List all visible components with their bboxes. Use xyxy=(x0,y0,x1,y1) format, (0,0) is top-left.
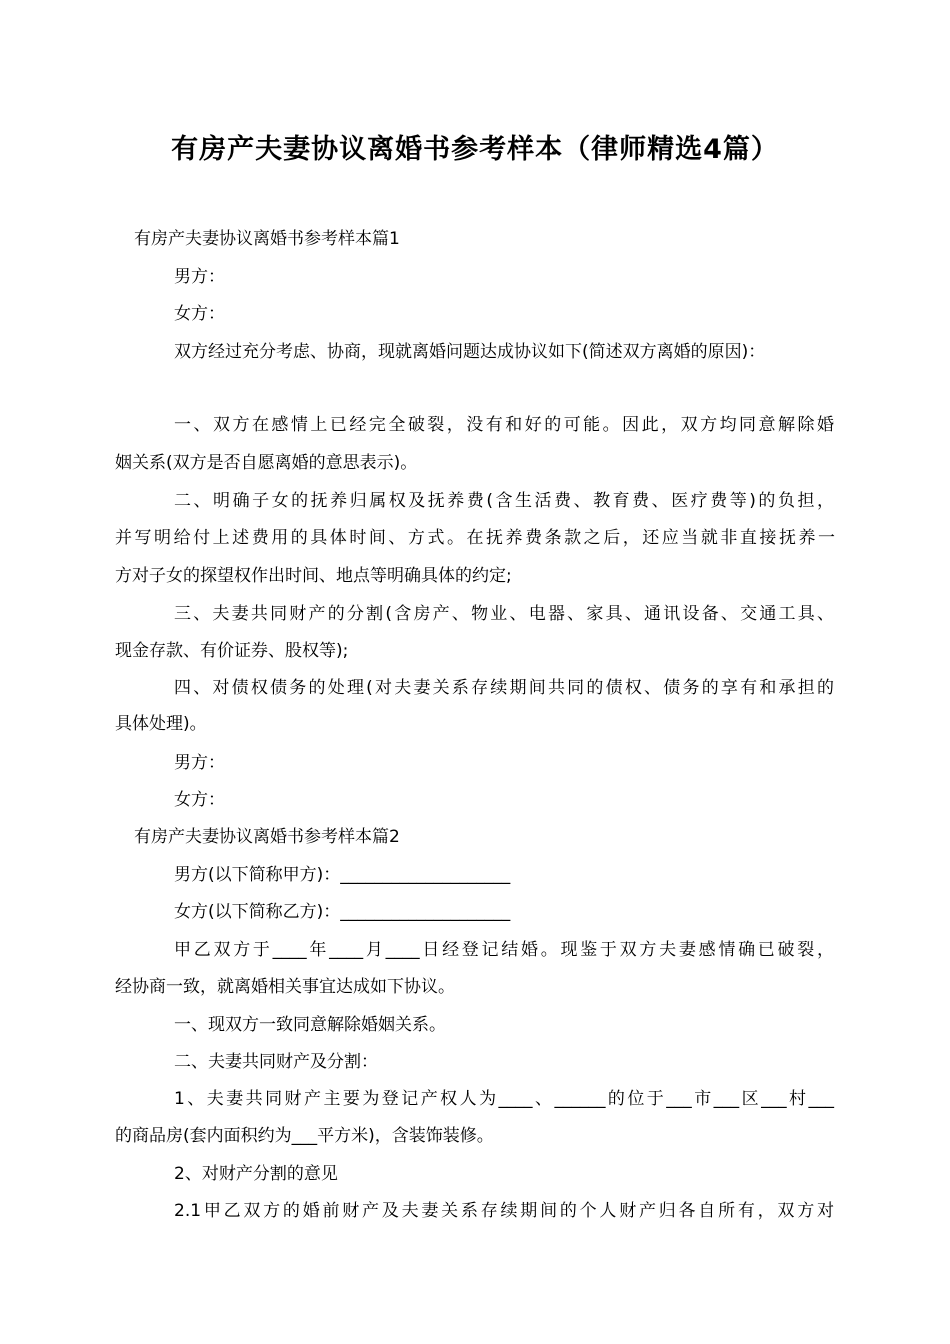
clause-2-line-3: 方对子女的探望权作出时间、地点等明确具体的约定; xyxy=(115,566,512,586)
agreement-clause-2-heading: 二、夫妻共同财产及分割： xyxy=(174,1052,378,1072)
party-a-line: 男方(以下简称甲方)：____________________ xyxy=(174,865,511,885)
clause-3-line-1: 三、夫妻共同财产的分割(含房产、物业、电器、家具、通讯设备、交通工具、 xyxy=(174,604,834,624)
clause-4-line-1: 四、对债权债务的处理(对夫妻关系存续期间共同的债权、债务的享有和承担的 xyxy=(174,678,834,698)
clause-1-line-1: 一、双方在感情上已经完全破裂，没有和好的可能。因此，双方均同意解除婚 xyxy=(174,415,834,435)
section-heading-2: 有房产夫妻协议离婚书参考样本篇2 xyxy=(134,827,400,847)
clause-2-line-1: 二、明确子女的抚养归属权及抚养费(含生活费、教育费、医疗费等)的负担， xyxy=(174,491,834,511)
property-item-2-heading: 2、对财产分割的意见 xyxy=(174,1164,338,1184)
property-item-2-1-line-1: 2.1甲乙双方的婚前财产及夫妻关系存续期间的个人财产归各自所有，双方对 xyxy=(174,1201,834,1221)
female-signature-label: 女方： xyxy=(174,790,225,810)
clause-1-line-2: 姻关系(双方是否自愿离婚的意思表示)。 xyxy=(115,453,418,473)
property-item-1-line-1: 1、夫妻共同财产主要为登记产权人为____、______的位于___市___区___村___ xyxy=(174,1089,834,1109)
intro-paragraph: 双方经过充分考虑、协商，现就离婚问题达成协议如下(简述双方离婚的原因)： xyxy=(174,342,766,362)
property-item-1-line-2: 的商品房(套内面积约为___平方米)，含装饰装修。 xyxy=(115,1126,494,1146)
clause-3-line-2: 现金存款、有价证券、股权等); xyxy=(115,641,349,661)
clause-4-line-2: 具体处理)。 xyxy=(115,714,207,734)
agreement-clause-1: 一、现双方一致同意解除婚姻关系。 xyxy=(174,1015,446,1035)
party-b-line: 女方(以下简称乙方)：____________________ xyxy=(174,902,511,922)
male-signature-label: 男方： xyxy=(174,753,225,773)
marriage-statement-line-1: 甲乙双方于____年____月____日经登记结婚。现鉴于双方夫妻感情确已破裂， xyxy=(174,940,834,960)
clause-2-line-2: 并写明给付上述费用的具体时间、方式。在抚养费条款之后，还应当就非直接抚养一 xyxy=(115,528,835,548)
section-heading-1: 有房产夫妻协议离婚书参考样本篇1 xyxy=(134,229,400,249)
male-party-label: 男方： xyxy=(174,267,225,287)
document-title: 有房产夫妻协议离婚书参考样本（律师精选4篇） xyxy=(171,134,779,165)
marriage-statement-line-2: 经协商一致，就离婚相关事宜达成如下协议。 xyxy=(115,977,455,997)
female-party-label: 女方： xyxy=(174,304,225,324)
